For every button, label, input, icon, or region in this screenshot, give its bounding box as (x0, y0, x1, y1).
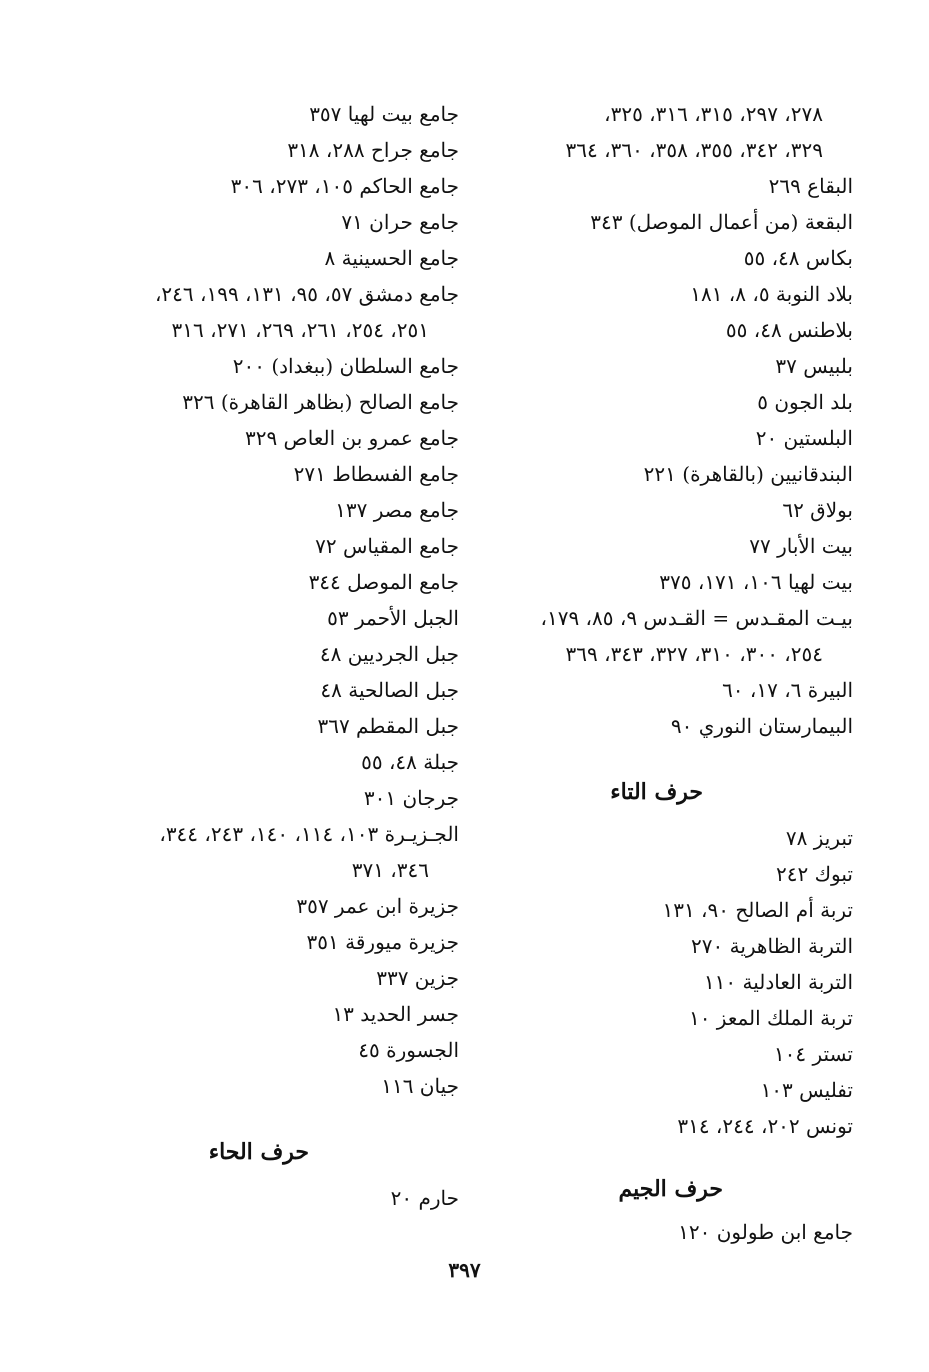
index-entry: تربة الملك المعز ١٠ (688, 1006, 853, 1030)
index-entry: بلبيس ٣٧ (775, 354, 853, 378)
index-entry: بيـت المقـدس = القـدس ٩، ٨٥، ١٧٩، (540, 606, 853, 630)
section-heading: حرف التاء (610, 779, 703, 805)
index-entry: جامع السلطان (ببغداد) ٢٠٠ (232, 354, 459, 378)
page-number: ٣٩٧ (448, 1258, 481, 1282)
index-entry: جامع الحاكم ١٠٥، ٢٧٣، ٣٠٦ (230, 174, 459, 198)
index-entry: جامع مصر ١٣٧ (335, 498, 459, 522)
index-entry: جسر الحديد ١٣ (332, 1002, 459, 1026)
section-spacer (493, 1144, 853, 1164)
index-entry: تفليس ١٠٣ (760, 1078, 853, 1102)
index-entry: الجسورة ٤٥ (358, 1038, 459, 1062)
index-entry: بولاق ٦٢ (782, 498, 853, 522)
index-column-left (74, 96, 459, 1216)
section-heading: حرف الجيم (618, 1176, 723, 1202)
index-entry: البقعة (من أعمال الموصل) ٣٤٣ (590, 210, 853, 234)
index-entry-continuation: ٢٥١، ٢٥٤، ٢٦١، ٢٦٩، ٢٧١، ٣١٦ (171, 318, 429, 342)
index-entry: جامع بيت لهيا ٣٥٧ (309, 102, 459, 126)
index-entry: بلد الجون ٥ (757, 390, 853, 414)
index-entry: جرجان ٣٠١ (363, 786, 459, 810)
index-entry-continuation: ٣٤٦، ٣٧١ (351, 858, 429, 882)
index-entry-continuation: ٢٥٤، ٣٠٠، ٣١٠، ٣٢٧، ٣٤٣، ٣٦٩ (565, 642, 823, 666)
index-entry: بلاطنس ٤٨، ٥٥ (725, 318, 853, 342)
index-entry: جامع عمرو بن العاص ٣٢٩ (244, 426, 459, 450)
index-entry: جامع الموصل ٣٤٤ (308, 570, 459, 594)
index-entry: البيرة ٦، ١٧، ٦٠ (722, 678, 853, 702)
section-heading: حرف الحاء (208, 1139, 309, 1165)
index-entry: جبل الصالحية ٤٨ (320, 678, 459, 702)
index-entry: جزيرة ميورقة ٣٥١ (306, 930, 459, 954)
index-entry: البقاع ٢٦٩ (768, 174, 853, 198)
index-entry: البلستين ٢٠ (755, 426, 853, 450)
index-entry: جامع المقياس ٧٢ (315, 534, 459, 558)
index-entry: حارم ٢٠ (390, 1186, 459, 1210)
index-entry: تبريز ٧٨ (785, 826, 853, 850)
index-entry: تربة أم الصالح ٩٠، ١٣١ (662, 898, 853, 922)
index-entry: تستر ١٠٤ (773, 1042, 853, 1066)
section-spacer (493, 744, 853, 764)
index-entry: تبوك ٢٤٢ (775, 862, 853, 886)
index-entry: جامع الحسينية ٨ (324, 246, 459, 270)
index-entry: جبل المقطم ٣٦٧ (317, 714, 459, 738)
section-spacer (74, 1104, 459, 1124)
index-entry: بيت الأبار ٧٧ (749, 534, 853, 558)
index-column-right (493, 96, 853, 1250)
index-entry: جامع ابن طولون ١٢٠ (678, 1220, 853, 1244)
index-entry: جزين ٣٣٧ (376, 966, 459, 990)
index-entry: جامع الفسطاط ٢٧١ (293, 462, 459, 486)
index-entry: جبلة ٤٨، ٥٥ (361, 750, 459, 774)
index-entry: جيان ١١٦ (381, 1074, 459, 1098)
index-entry: التربة الظاهرية ٢٧٠ (691, 934, 853, 958)
index-entry: بلاد النوبة ٥، ٨، ١٨١ (690, 282, 853, 306)
index-entry: الجـزيـرة ١٠٣، ١١٤، ١٤٠، ٢٤٣، ٣٤٤، (159, 822, 459, 846)
index-entry: تونس ٢٠٢، ٢٤٤، ٣١٤ (677, 1114, 853, 1138)
index-entry: البندقانيين (بالقاهرة) ٢٢١ (643, 462, 853, 486)
index-entry: جبل الجرديين ٤٨ (319, 642, 459, 666)
index-entry: جامع حران ٧١ (341, 210, 459, 234)
index-entry: جامع جراح ٢٨٨، ٣١٨ (287, 138, 459, 162)
index-entry: الجبل الأحمر ٥٣ (327, 606, 459, 630)
index-entry: بيت لهيا ١٠٦، ١٧١، ٣٧٥ (659, 570, 853, 594)
index-entry: جامع الصالح (بظاهر القاهرة) ٣٢٦ (182, 390, 459, 414)
index-entry-continuation: ٢٧٨، ٢٩٧، ٣١٥، ٣١٦، ٣٢٥، (604, 102, 823, 126)
index-entry: البيمارستان النوري ٩٠ (670, 714, 853, 738)
index-entry: جزيرة ابن عمر ٣٥٧ (296, 894, 459, 918)
index-entry: التربة العادلية ١١٠ (703, 970, 853, 994)
index-entry: بكاس ٤٨، ٥٥ (743, 246, 853, 270)
index-entry: جامع دمشق ٥٧، ٩٥، ١٣١، ١٩٩، ٢٤٦، (154, 282, 459, 306)
index-entry-continuation: ٣٢٩، ٣٤٢، ٣٥٥، ٣٥٨، ٣٦٠، ٣٦٤ (565, 138, 823, 162)
